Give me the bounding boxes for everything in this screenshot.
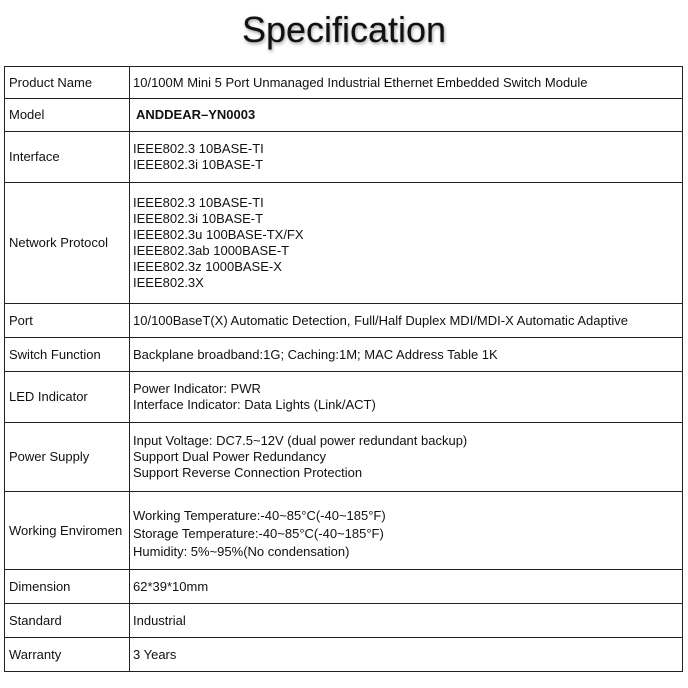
value-line: IEEE802.3z 1000BASE-X [133, 259, 282, 274]
value-line: Storage Temperature:-40~85°C(-40~185°F) [133, 525, 384, 541]
value-line: IEEE802.3X [133, 275, 204, 290]
value-line: ANDDEAR–YN0003 [136, 107, 256, 122]
value-line: Support Reverse Connection Protection [133, 465, 363, 480]
row-label: Warranty [5, 638, 130, 672]
row-value [130, 604, 683, 638]
row-label: LED Indicator [5, 372, 130, 423]
value-line: Input Voltage: DC7.5~12V (dual power redundant backup) [133, 433, 468, 448]
value-line: Humidity: 5%~95%(No condensation) [133, 543, 350, 559]
table-row [5, 132, 683, 183]
row-value [130, 183, 683, 304]
value-line: Industrial [133, 612, 186, 628]
spec-table [4, 66, 683, 672]
row-value [130, 304, 683, 338]
row-label: Product Name [5, 67, 130, 99]
row-label: Switch Function [5, 338, 130, 372]
row-label: Port [5, 304, 130, 338]
table-row [5, 304, 683, 338]
value-line: IEEE802.3 10BASE-TI [133, 141, 264, 156]
value-line: 10/100BaseT(X) Automatic Detection, Full/Half Duplex MDI/MDI-X Automatic Adaptive [133, 312, 628, 328]
row-label: Network Protocol [5, 183, 130, 304]
row-value [130, 99, 683, 132]
row-value [130, 570, 683, 604]
row-label: Standard [5, 604, 130, 638]
value-line: Power Indicator: PWR [133, 381, 261, 396]
row-label: Working Enviromen [5, 492, 130, 570]
table-row [5, 67, 683, 99]
value-line: 3 Years [133, 646, 177, 662]
value-line: IEEE802.3u 100BASE-TX/FX [133, 227, 304, 242]
page-title: Specification [241, 9, 447, 50]
row-value [130, 492, 683, 570]
table-row [5, 423, 683, 492]
value-line: IEEE802.3i 10BASE-T [133, 211, 264, 226]
row-value [130, 423, 683, 492]
row-label: Power Supply [5, 423, 130, 492]
value-line: 10/100M Mini 5 Port Unmanaged Industrial Ethernet Embedded Switch Module [133, 74, 588, 90]
row-value [130, 338, 683, 372]
value-line: IEEE802.3 10BASE-TI [133, 195, 264, 210]
value-line: Working Temperature:-40~85°C(-40~185°F) [133, 507, 386, 523]
row-value [130, 638, 683, 672]
value-line: 62*39*10mm [133, 578, 209, 594]
value-line: IEEE802.3i 10BASE-T [133, 157, 264, 172]
table-row [5, 570, 683, 604]
table-row [5, 183, 683, 304]
table-row [5, 492, 683, 570]
table-row [5, 638, 683, 672]
table-row [5, 338, 683, 372]
value-line: Backplane broadband:1G; Caching:1M; MAC Address Table 1K [133, 346, 498, 362]
row-value [130, 132, 683, 183]
table-row [5, 372, 683, 423]
row-label: Model [5, 99, 130, 132]
value-line: Interface Indicator: Data Lights (Link/ACT) [133, 397, 376, 412]
table-row [5, 99, 683, 132]
row-label: Dimension [5, 570, 130, 604]
table-row [5, 604, 683, 638]
value-line: Support Dual Power Redundancy [133, 449, 326, 464]
value-line: IEEE802.3ab 1000BASE-T [133, 243, 290, 258]
row-label: Interface [5, 132, 130, 183]
row-value [130, 67, 683, 99]
row-value [130, 372, 683, 423]
